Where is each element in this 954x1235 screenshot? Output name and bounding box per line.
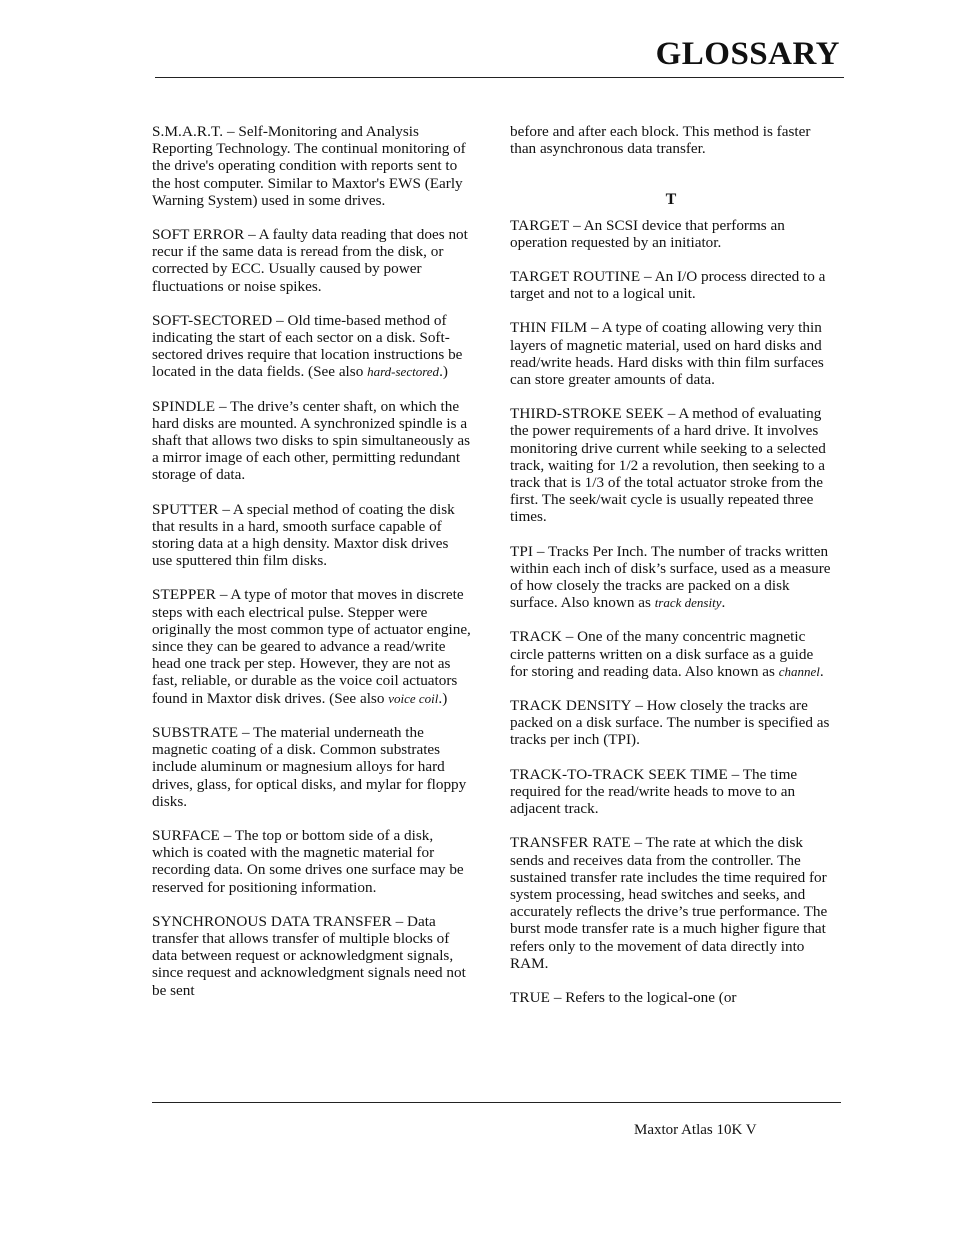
definition-tail: .	[819, 662, 824, 680]
right-column	[510, 123, 832, 1023]
glossary-entry: SURFACE – The top or bottom side of a disk, which is coated with the magnetic material for recording data. On some drives one surface may be reserved for positioning information.	[152, 826, 464, 896]
glossary-definition: The rate at which the disk sends and receives data from the controller. The sustained transfer rate includes the time required for system processing, head switches and seeks, and accurately reflects the drive’s true performance. The burst mode transfer rate is a much higher figure that refers only to the movement of data directly into RAM.	[510, 834, 828, 972]
glossary-definition: An SCSI device that performs an operation requested by an initiator.	[510, 216, 785, 251]
cross-reference: track density	[654, 595, 722, 611]
glossary-term: STEPPER	[152, 586, 217, 604]
glossary-term: TARGET	[510, 216, 570, 234]
glossary-term: SOFT-SECTORED	[152, 311, 273, 329]
glossary-term: SURFACE	[152, 826, 220, 844]
glossary-entry: SUBSTRATE – The material underneath the magnetic coating of a disk. Common substrates include aluminum or magnesium alloys for hard drives, glass, for optical disks, and mylar for floppy disks.	[152, 723, 467, 810]
glossary-entry: TRACK-TO-TRACK SEEK TIME – The time required for the read/write heads to move to an adjacent track.	[510, 765, 798, 818]
glossary-entry: TRANSFER RATE – The rate at which the disk sends and receives data from the controller. The sustained transfer rate includes the time required for system processing, head switches and seeks, and accurately reflects the drive’s true performance. The burst mode transfer rate is a much higher figure that refers only to the movement of data directly into RAM.	[510, 834, 828, 972]
definition-tail: .)	[438, 689, 448, 707]
glossary-term: SUBSTRATE	[152, 723, 239, 741]
glossary-term: SPUTTER	[152, 500, 219, 518]
glossary-term: TRACK DENSITY	[510, 697, 632, 715]
glossary-entry: SOFT-SECTORED – Old time-based method of indicating the start of each sector on a disk. Soft-sectored drives require that location instructions be located in the data fields. (See also hard-sectored.)	[152, 311, 463, 381]
header-rule	[155, 77, 844, 78]
glossary-definition: Old time-based method of indicating the start of each sector on a disk. Soft-sectored drives require that location instructions be located in the data fields. (See also	[152, 311, 463, 381]
glossary-entry: TPI – Tracks Per Inch. The number of tracks written within each inch of disk’s surface, used as a measure of how closely the tracks are packed on a disk surface. Also known as track density.	[510, 542, 831, 612]
glossary-entry: SYNCHRONOUS DATA TRANSFER – Data transfer that allows transfer of multiple blocks of data between request or acknowledgment signals, since request and acknowledgment signals need not be sent	[152, 912, 466, 999]
footer-text: Maxtor Atlas 10K V	[634, 1122, 757, 1138]
glossary-term: TRACK-TO-TRACK SEEK TIME	[510, 765, 728, 783]
glossary-entry: TARGET – An SCSI device that performs an operation requested by an initiator.	[510, 216, 785, 251]
glossary-definition: The time required for the read/write heads to move to an adjacent track.	[510, 765, 798, 818]
glossary-term: TARGET ROUTINE	[510, 268, 641, 286]
glossary-term: S.M.A.R.T.	[152, 123, 224, 140]
glossary-entry: STEPPER – A type of motor that moves in discrete steps with each electrical pulse. Stepper were originally the most common type of actuator engine, since they can be geared to advance a read/write head one track per step. However, they are not as fast, reliable, or durable as the voice coil actuators found in Maxtor disk drives. (See also voice coil.)	[152, 586, 471, 707]
glossary-term: THIRD-STROKE SEEK	[510, 405, 664, 423]
cross-reference: voice coil	[388, 690, 439, 706]
glossary-definition: A type of motor that moves in discrete steps with each electrical pulse. Stepper were originally the most common type of actuator engine, since they can be geared to advance a read/write head one track per step. However, they are not as fast, reliable, or durable as the voice coil actuators found in Maxtor disk drives. (See also	[152, 586, 471, 707]
glossary-definition: A type of coating allowing very thin layers of magnetic material, used on hard disks and read/write heads. Hard disks with thin film surfaces can store greater amounts of data.	[510, 319, 824, 389]
glossary-term: TRANSFER RATE	[510, 834, 631, 852]
glossary-term: TRUE	[510, 988, 551, 1006]
glossary-entry: THIN FILM – A type of coating allowing very thin layers of magnetic material, used on hard disks and read/write heads. Hard disks with thin film surfaces can store greater amounts of data.	[510, 319, 824, 389]
definition-tail: .	[721, 594, 726, 612]
glossary-definition: Tracks Per Inch. The number of tracks written within each inch of disk’s surface, used as a measure of how closely the tracks are packed on a disk surface. Also known as	[510, 542, 831, 612]
glossary-entry: THIRD-STROKE SEEK – A method of evaluating the power requirements of a hard drive. It involves monitoring drive current while seeking to a selected track, waiting for 1/2 a revolution, then seeking to a track that is 1/3 of the total actuator stroke from the first. The seek/wait cycle is usually repeated three times.	[510, 405, 826, 526]
glossary-term: SPINDLE	[152, 397, 216, 415]
glossary-definition: A special method of coating the disk that results in a hard, smooth surface capable of storing data at a high density. Maxtor disk drives use sputtered thin film disks.	[152, 500, 455, 570]
glossary-definition: One of the many concentric magnetic circle patterns written on a disk surface as a guide for storing and reading data. Also known as	[510, 628, 814, 680]
glossary-definition: An I/O process directed to a target and not to a logical unit.	[510, 268, 826, 303]
continuation-text: before and after each block. This method is faster than asynchronous data transfer.	[510, 123, 811, 158]
section-letter: T	[665, 191, 677, 209]
glossary-entry: TRACK DENSITY – How closely the tracks are packed on a disk surface. The number is specified as tracks per inch (TPI).	[510, 697, 830, 749]
glossary-definition: A faulty data reading that does not recur if the same data is reread from the disk, or corrected by ECC. Usually caused by power fluctuations or noise spikes.	[152, 226, 468, 295]
glossary-entry: SPINDLE – The drive’s center shaft, on which the hard disks are mounted. A synchronized spindle is a shaft that allows two disks to spin simultaneously as a mirror image of each other, permitting redundant storage of data.	[152, 397, 471, 484]
glossary-term: TRACK	[510, 628, 562, 646]
glossary-definition: Refers to the logical-one (or	[565, 988, 737, 1006]
glossary-definition: A method of evaluating the power requirements of a hard drive. It involves monitoring drive current while seeking to a selected track, waiting for 1/2 a revolution, then seeking to a track that is 1/3 of the total actuator stroke from the first. The seek/wait cycle is usually repeated three times.	[510, 405, 826, 526]
glossary-entry: TRACK – One of the many concentric magnetic circle patterns written on a disk surface as a guide for storing and reading data. Also known as channel.	[510, 628, 824, 680]
left-column	[152, 123, 472, 1016]
cross-reference: channel	[778, 663, 820, 679]
glossary-definition: Self-Monitoring and Analysis Reporting Technology. The continual monitoring of the drive's operating condition with reports sent to the host computer. Similar to Maxtor's EWS (Early Warning System) used in some drives.	[152, 123, 466, 209]
glossary-entry: SPUTTER – A special method of coating the disk that results in a hard, smooth surface capable of storing data at a high density. Maxtor disk drives use sputtered thin film disks.	[152, 500, 455, 570]
glossary-definition: The top or bottom side of a disk, which is coated with the magnetic material for recording data. On some drives one surface may be reserved for positioning information.	[152, 826, 464, 896]
glossary-term: SYNCHRONOUS DATA TRANSFER	[152, 912, 392, 930]
page-title: GLOSSARY	[655, 36, 840, 72]
glossary-definition: The material underneath the magnetic coating of a disk. Common substrates include aluminum or magnesium alloys for hard drives, glass, for optical disks, and mylar for floppy disks.	[152, 723, 467, 810]
glossary-definition: Data transfer that allows transfer of multiple blocks of data between request or acknowledgment signals, since request and acknowledgment signals need not be sent	[152, 912, 466, 999]
glossary-term: TPI	[510, 542, 534, 560]
glossary-definition: How closely the tracks are packed on a disk surface. The number is specified as tracks per inch (TPI).	[510, 697, 830, 749]
footer-rule	[152, 1102, 841, 1103]
right-entries	[510, 217, 832, 1007]
glossary-term: SOFT ERROR	[152, 226, 245, 244]
glossary-term: THIN FILM	[510, 319, 588, 337]
glossary-entry: S.M.A.R.T. – Self-Monitoring and Analysis Reporting Technology. The continual monitoring of the drive's operating condition with reports sent to the host computer. Similar to Maxtor's EWS (Early Warning System) used in some drives.	[152, 123, 466, 209]
glossary-entry: TRUE – Refers to the logical-one (or	[510, 988, 737, 1006]
definition-tail: .)	[439, 363, 448, 381]
glossary-definition: The drive’s center shaft, on which the hard disks are mounted. A synchronized spindle is a shaft that allows two disks to spin simultaneously as a mirror image of each other, permitting redundant storage of data.	[152, 397, 471, 484]
glossary-entry: SOFT ERROR – A faulty data reading that does not recur if the same data is reread from the disk, or corrected by ECC. Usually caused by power fluctuations or noise spikes.	[152, 226, 468, 295]
glossary-entry: TARGET ROUTINE – An I/O process directed to a target and not to a logical unit.	[510, 268, 826, 303]
cross-reference: hard-sectored	[367, 364, 440, 380]
